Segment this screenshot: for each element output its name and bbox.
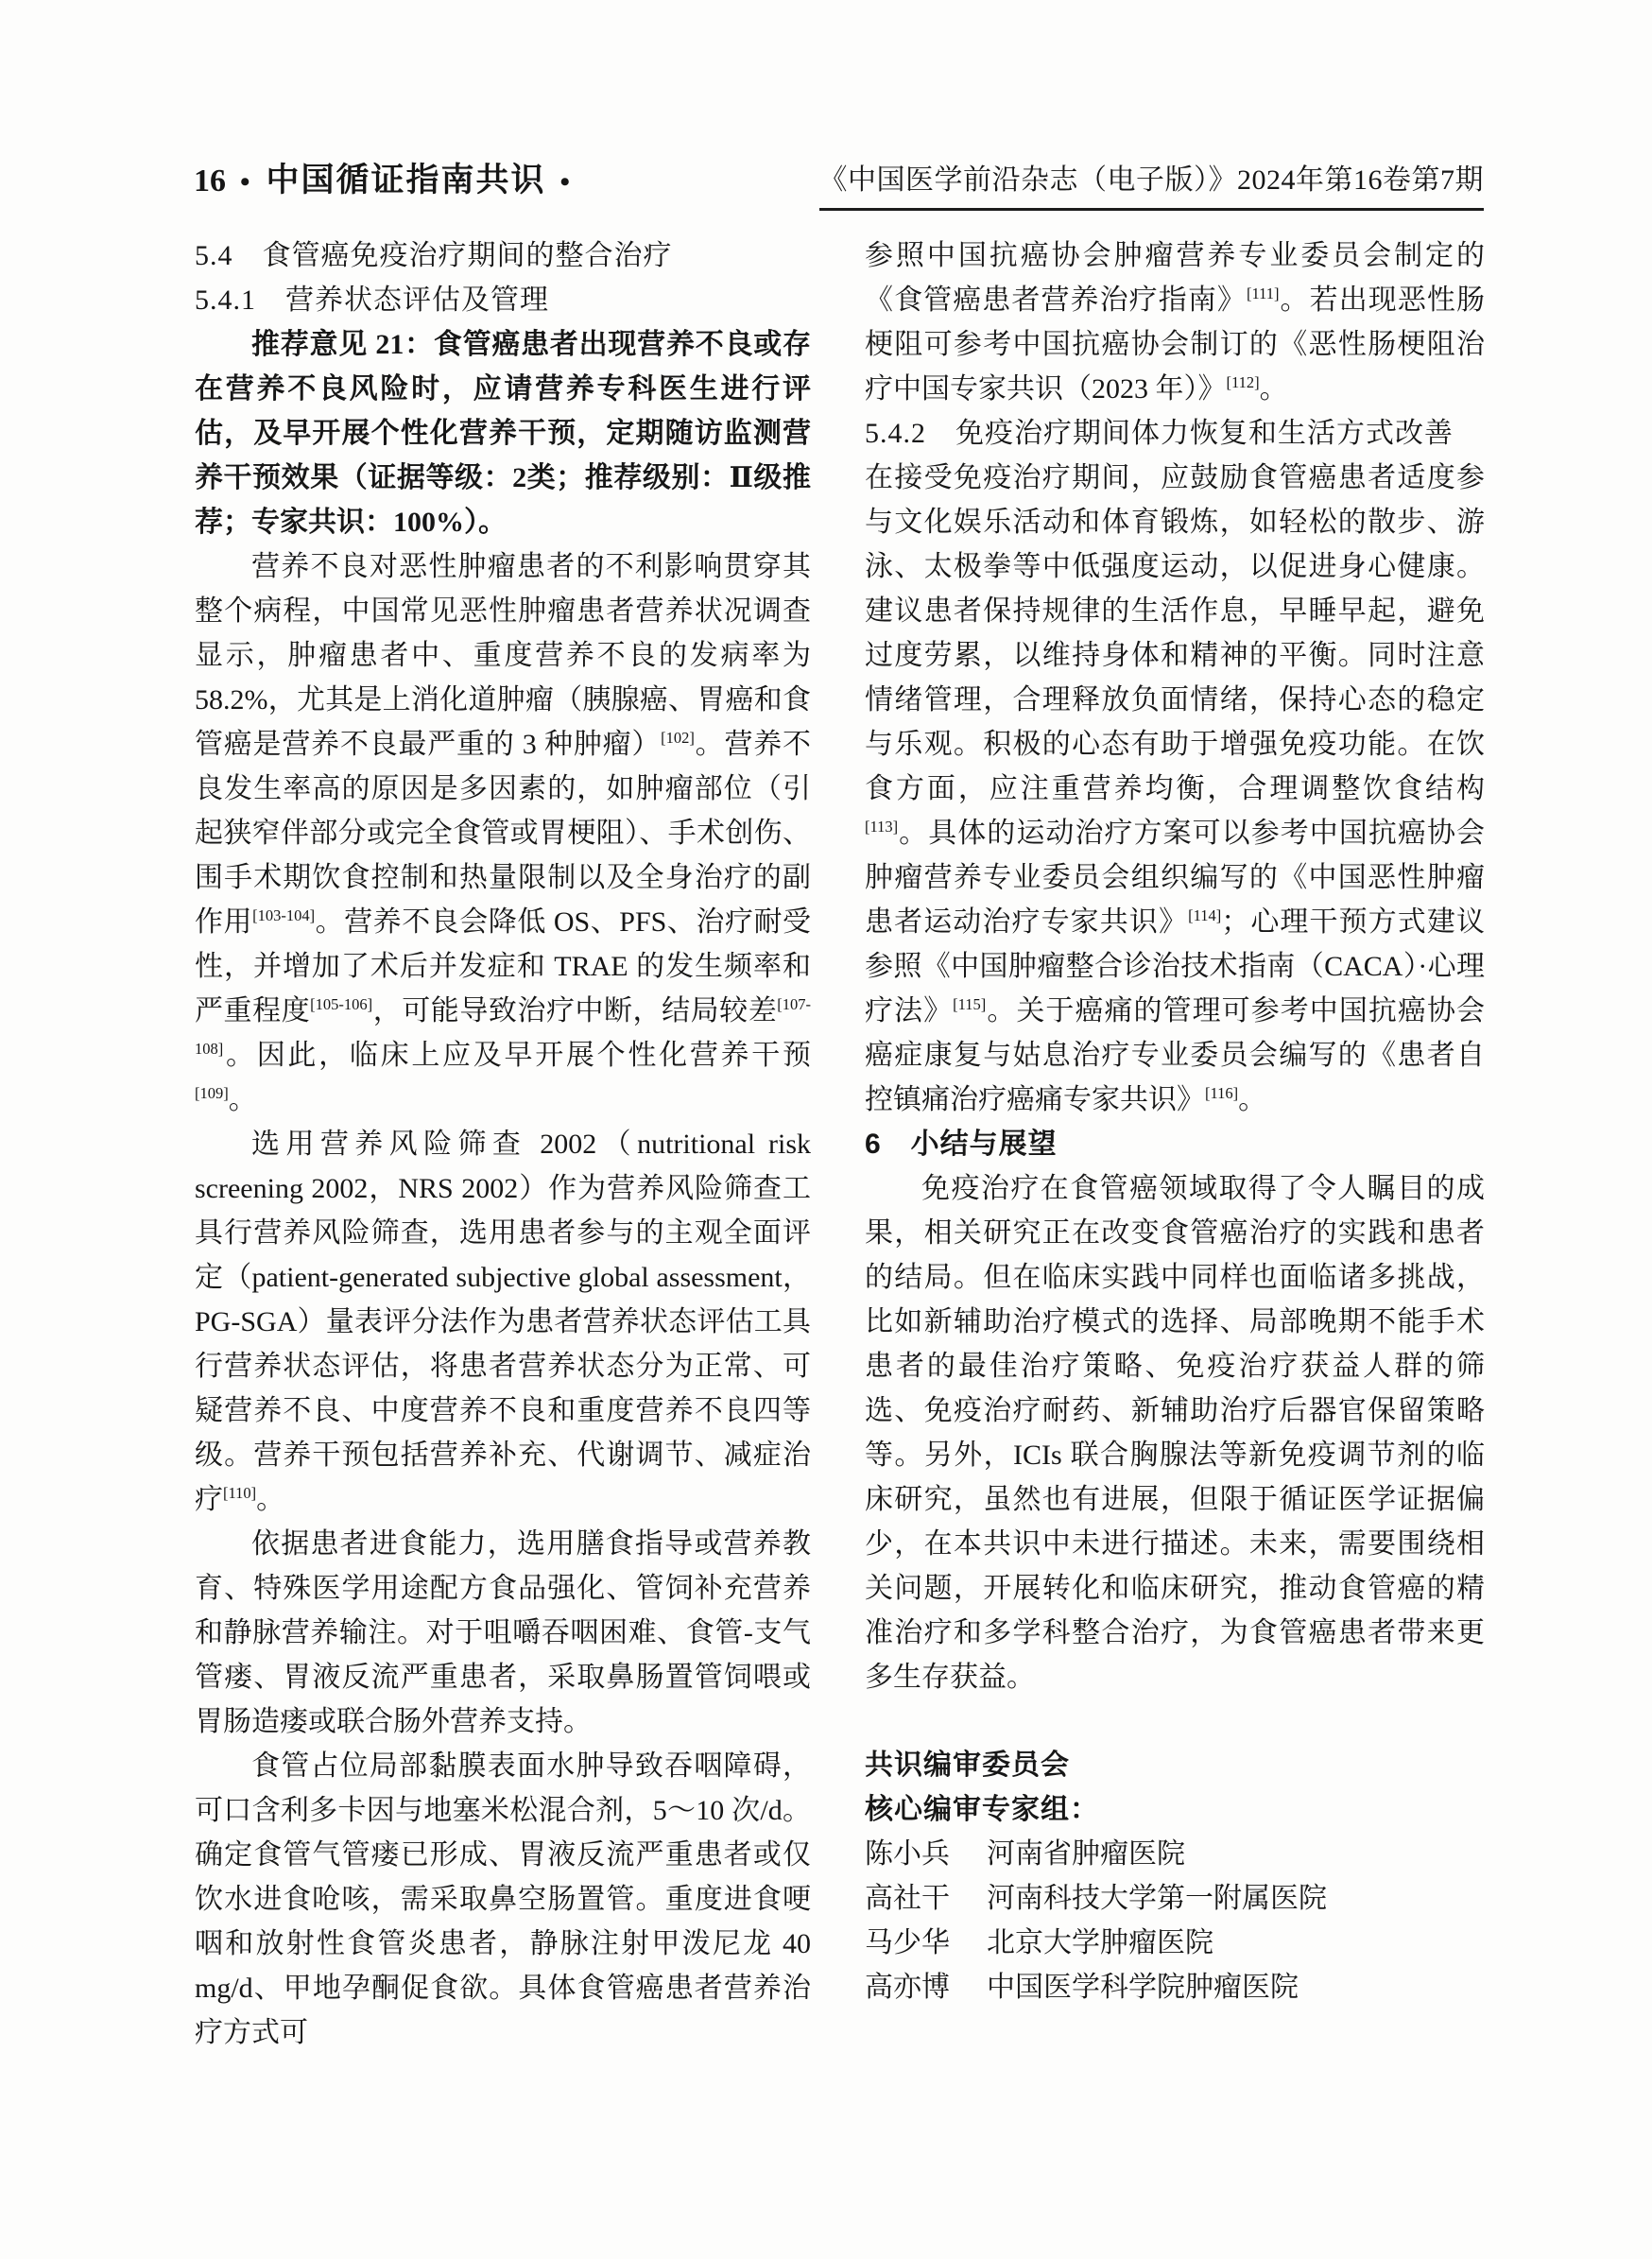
bullet-icon: • — [559, 166, 573, 198]
heading-committee: 共识编审委员会 — [865, 1750, 1070, 1781]
member-affiliation: 北京大学肿瘤医院 — [987, 1927, 1213, 1958]
paragraph-screening: 选用营养风险筛查 2002（nutritional risk screening 2002，NRS 2002）作为营养风险筛查工具行营养风险筛查，选用患者参与的主观全面评定（patient-generated subjective global assessment，PG-SGA）量表评分法作为患者营养状态评估工具行营养状态评估，将患者营养状态分为正常、可疑营养不良、中度营养不良和重度营养不良四等级。营养干预包括营养补充、代谢调节、减症治疗[110]。 — [195, 1129, 811, 1515]
committee-member-row — [865, 1876, 1485, 1921]
series-title: 中国循证指南共识 — [266, 162, 546, 198]
right-column — [865, 233, 1485, 2009]
heading-6-summary: 6 小结与展望 — [865, 1129, 1058, 1160]
heading-5-4: 5.4 食管癌免疫治疗期间的整合治疗 — [195, 240, 673, 271]
reference-marker: [113] — [865, 818, 899, 836]
member-affiliation: 中国医学科学院肿瘤医院 — [987, 1972, 1299, 2003]
page-header — [194, 154, 1484, 209]
paragraph-nutrition-guidelines: 参照中国抗癌协会肿瘤营养专业委员会制定的《食管癌患者营养治疗指南》[111]。若出现恶性肠梗阻可参考中国抗癌协会制订的《恶性肠梗阻治疗中国专家共识（2023 年）》[112]。 — [865, 240, 1486, 405]
paragraph-feeding: 依据患者进食能力，选用膳食指导或营养教育、特殊医学用途配方食品强化、管饲补充营养和静脉营养输注。对于咀嚼吞咽困难、食管-支气管瘘、胃液反流严重患者，采取鼻肠置管饲喂或胃肠造瘘或联合肠外营养支持。 — [195, 1528, 811, 1737]
member-name: 马少华 — [865, 1927, 950, 1958]
reference-marker: [107-108] — [195, 995, 812, 1058]
paragraph-lifestyle: 在接受免疫治疗期间，应鼓励食管癌患者适度参与文化娱乐活动和体育锻炼，如轻松的散步、游泳、太极拳等中低强度运动，以促进身心健康。建议患者保持规律的生活作息，早睡早起，避免过度劳累，以维持身体和精神的平衡。同时注意情绪管理，合理释放负面情绪，保持心态的稳定与乐观。积极的心态有助于增强免疫功能。在饮食方面，应注重营养均衡，合理调整饮食结构[113]。具体的运动治疗方案可以参考中国抗癌协会肿瘤营养专业委员会组织编写的《中国恶性肿瘤患者运动治疗专家共识》[114]；心理干预方式建议参照《中国肿瘤整合诊治技术指南（CACA）·心理疗法》[115]。关于癌痛的管理可参考中国抗癌协会癌症康复与姑息治疗专业委员会编写的《患者自控镇痛治疗癌痛专家共识》[116]。 — [865, 462, 1486, 1115]
reference-marker: [105-106] — [310, 995, 373, 1013]
member-affiliation: 河南科技大学第一附属医院 — [987, 1883, 1327, 1914]
journal-info: 《中国医学前沿杂志（电子版）》2024年第16卷第7期 — [819, 156, 1485, 211]
recommendation-21: 推荐意见 21：食管癌患者出现营养不良或存在营养不良风险时，应请营养专科医生进行评估，及早开展个性化营养干预，定期随访监测营养干预效果（证据等级：2类；推荐级别：Ⅱ级推荐；专家共识：100%）。 — [195, 329, 811, 538]
reference-marker: [110] — [223, 1484, 257, 1502]
paragraph-local-treatment: 食管占位局部黏膜表面水肿导致吞咽障碍，可口含利多卡因与地塞米松混合剂，5～10 次/d。确定食管气管瘘已形成、胃液反流严重患者或仅饮水进食呛咳，需采取鼻空肠置管。重度进食哽咽和放射性食管炎患者，静脉注射甲泼尼龙 40 mg/d、甲地孕酮促食欲。具体食管癌患者营养治疗方式可 — [195, 1750, 811, 2048]
committee-member-row — [865, 1921, 1485, 1965]
reference-marker: [114] — [1188, 906, 1222, 924]
member-name: 高社干 — [865, 1883, 950, 1914]
paragraph-summary: 免疫治疗在食管癌领域取得了令人瞩目的成果，相关研究正在改变食管癌治疗的实践和患者的结局。但在临床实践中同样也面临诸多挑战，比如新辅助治疗模式的选择、局部晚期不能手术患者的最佳治疗策略、免疫治疗获益人群的筛选、免疫治疗耐药、新辅助治疗后器官保留策略等。另外，ICIs 联合胸腺法等新免疫调节剂的临床研究，虽然也有进展，但限于循证医学证据偏少，在本共识中未进行描述。未来，需要围绕相关问题，开展转化和临床研究，推动食管癌的精准治疗和多学科整合治疗，为食管癌患者带来更多生存获益。 — [865, 1173, 1485, 1693]
paragraph-malnutrition: 营养不良对恶性肿瘤患者的不利影响贯穿其整个病程，中国常见恶性肿瘤患者营养状况调查显示，肿瘤患者中、重度营养不良的发病率为58.2%，尤其是上消化道肿瘤（胰腺癌、胃癌和食管癌是营养不良最严重的 3 种肿瘤）[102]。营养不良发生率高的原因是多因素的，如肿瘤部位（引起狭窄伴部分或完全食管或胃梗阻）、手术创伤、围手术期饮食控制和热量限制以及全身治疗的副作用[103-104]。营养不良会降低 OS、PFS、治疗耐受性，并增加了术后并发症和 TRAE 的发生频率和严重程度[105-106]，可能导致治疗中断，结局较差[107-108]。因此，临床上应及早开展个性化营养干预[109]。 — [195, 551, 812, 1115]
reference-marker: [109] — [195, 1084, 229, 1102]
committee-member-row — [865, 1832, 1485, 1876]
running-head-left — [194, 154, 572, 201]
heading-core-experts: 核心编审专家组： — [865, 1794, 1099, 1825]
member-name: 陈小兵 — [865, 1838, 950, 1870]
reference-marker: [112] — [1226, 373, 1260, 391]
member-affiliation: 河南省肿瘤医院 — [987, 1838, 1185, 1870]
committee-member-row — [865, 1965, 1485, 2009]
reference-marker: [103-104] — [252, 906, 316, 924]
reference-marker: [102] — [661, 729, 695, 747]
reference-marker: [115] — [953, 995, 987, 1013]
heading-5-4-1: 5.4.1 营养状态评估及管理 — [195, 285, 549, 316]
reference-marker: [116] — [1205, 1084, 1239, 1102]
reference-marker: [111] — [1246, 285, 1280, 302]
page-number: 16 — [194, 164, 226, 198]
heading-5-4-2: 5.4.2 免疫治疗期间体力恢复和生活方式改善 — [865, 418, 1454, 449]
bullet-icon: • — [240, 166, 252, 198]
member-name: 高亦博 — [865, 1972, 950, 2003]
left-column — [195, 233, 811, 2055]
